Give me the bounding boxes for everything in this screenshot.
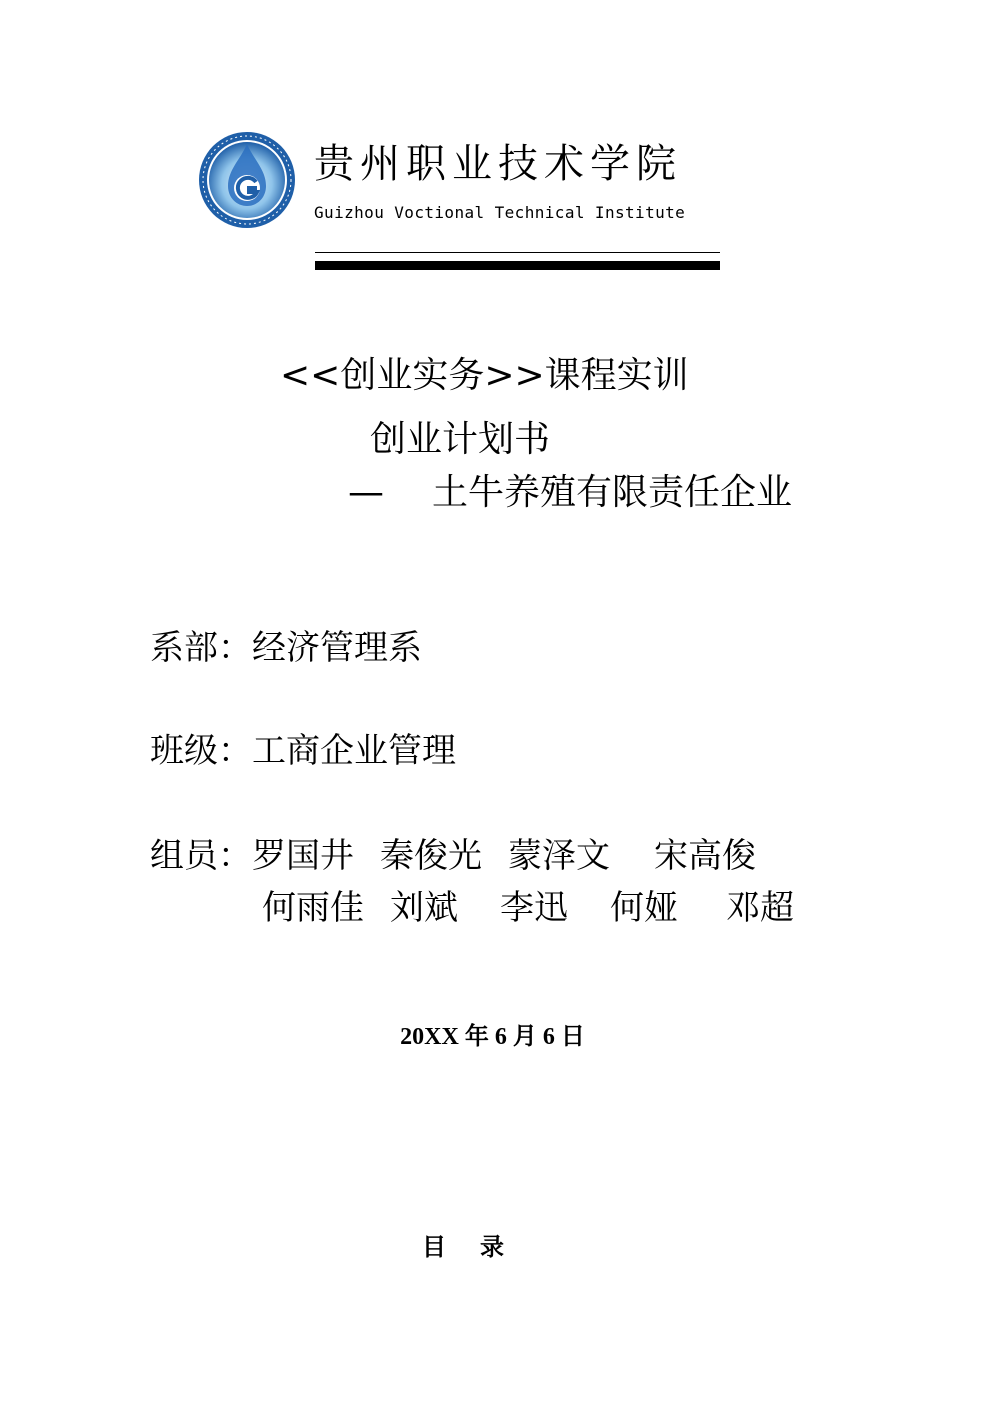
members-row-2 [262,880,794,929]
toc-heading: 目录 [422,1232,538,1261]
document-date [0,1016,993,1051]
school-name-en: Guizhou Voctional Technical Institute [314,203,686,222]
members-label: 组员： [150,836,252,876]
member-name: 何雨佳 [262,888,364,928]
member-name: 秦俊光 [380,836,482,876]
department-value: 经济管理系 [252,628,422,668]
header-divider-thick [315,261,720,270]
class-value: 工商企业管理 [252,731,456,771]
document-title: 创业计划书 [370,419,551,460]
member-name: 何娅 [610,888,678,928]
subtitle-dash: — [348,472,384,513]
header-divider-thin [315,252,720,253]
member-name: 宋高俊 [654,836,756,876]
member-name: 李迅 [500,888,568,928]
member-name: 邓超 [726,888,794,928]
department-label: 系部： [150,628,252,668]
school-name-cn: 贵州职业技术学院 [314,141,682,187]
college-seal-logo-icon [194,130,300,230]
company-name: 土牛养殖有限责任企业 [432,472,793,513]
department-field [150,620,422,669]
class-label: 班级： [150,731,252,771]
member-name: 刘斌 [390,888,458,928]
member-name: 蒙泽文 [508,836,610,876]
date-text: 20XX 年 6 月 6 日 [400,1024,585,1050]
course-title: <<创业实务>>课程实训 [280,355,689,396]
members-field [150,828,756,877]
company-subtitle [348,464,792,515]
class-field [150,723,456,772]
member-name: 罗国井 [252,836,354,876]
